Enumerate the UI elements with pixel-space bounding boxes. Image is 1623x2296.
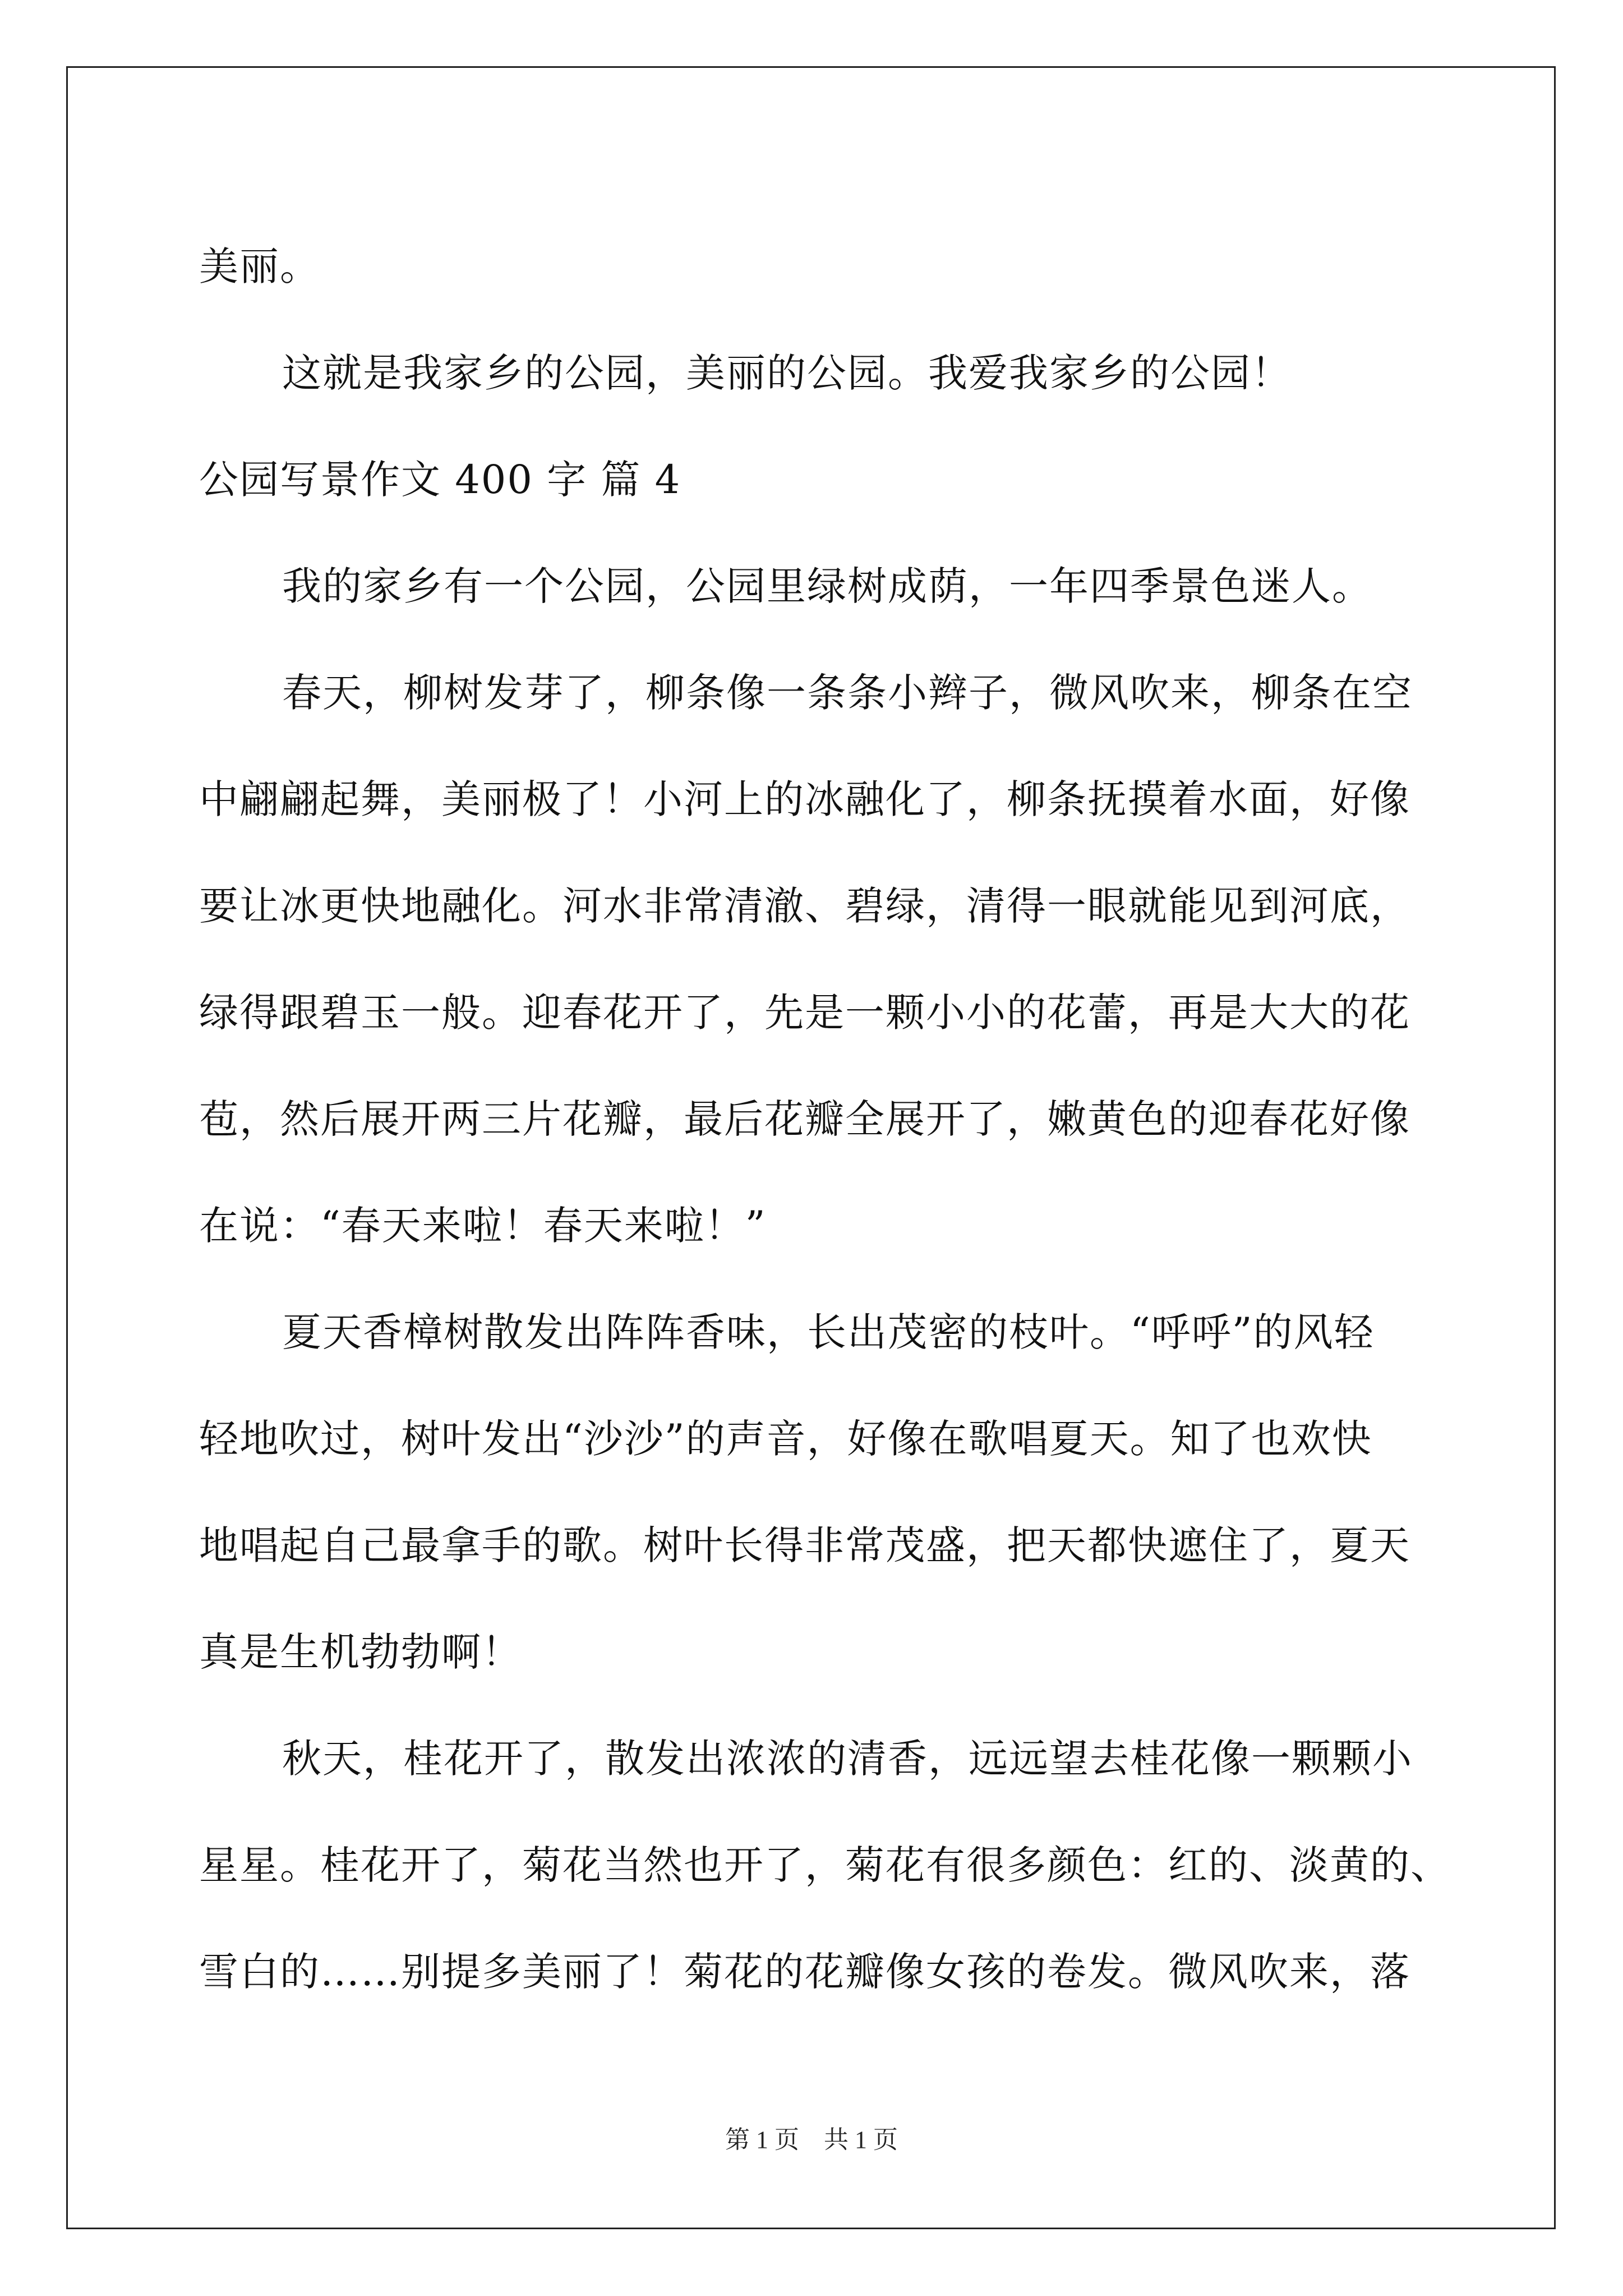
text-line: 在说：“春天来啦！春天来啦！” [199,1203,767,1249]
text-line: 春天，柳树发芽了，柳条像一条条小辫子，微风吹来，柳条在空 [282,670,1413,716]
text-line: 要让冰更快地融化。河水非常清澈、碧绿，清得一眼就能见到河底， [199,883,1410,929]
text-line: 绿得跟碧玉一般。迎春花开了，先是一颗小小的花蕾，再是大大的花 [199,990,1410,1036]
text-line: 星星。桂花开了，菊花当然也开了，菊花有很多颜色：红的、淡黄的、 [199,1842,1451,1888]
text-line: 地唱起自己最拿手的歌。树叶长得非常茂盛，把天都快遮住了，夏天 [199,1522,1410,1568]
section-heading: 公园写景作文 400 字 篇 4 [199,457,681,503]
text-line: 苞，然后展开两三片花瓣，最后花瓣全展开了，嫩黄色的迎春花好像 [199,1096,1410,1142]
text-line: 美丽。 [199,243,320,289]
page-number-label: 第 1 页 共 1 页 [725,2126,898,2154]
text-line: 我的家乡有一个公园，公园里绿树成荫，一年四季景色迷人。 [282,563,1372,609]
text-line: 轻地吹过，树叶发出“沙沙”的声音，好像在歌唱夏天。知了也欢快 [199,1416,1372,1462]
page-footer [0,2123,1623,2157]
text-line: 秋天，桂花开了，散发出浓浓的清香，远远望去桂花像一颗颗小 [282,1736,1413,1782]
text-line: 中翩翩起舞，美丽极了！小河上的冰融化了，柳条抚摸着水面，好像 [199,776,1410,822]
text-line: 雪白的……别提多美丽了！菊花的花瓣像女孩的卷发。微风吹来，落 [199,1949,1410,1995]
text-line: 夏天香樟树散发出阵阵香味，长出茂密的枝叶。“呼呼”的风轻 [282,1309,1375,1355]
text-line: 这就是我家乡的公园，美丽的公园。我爱我家乡的公园！ [282,350,1292,396]
document-body [199,213,1451,2025]
text-line: 真是生机勃勃啊！ [199,1629,522,1675]
